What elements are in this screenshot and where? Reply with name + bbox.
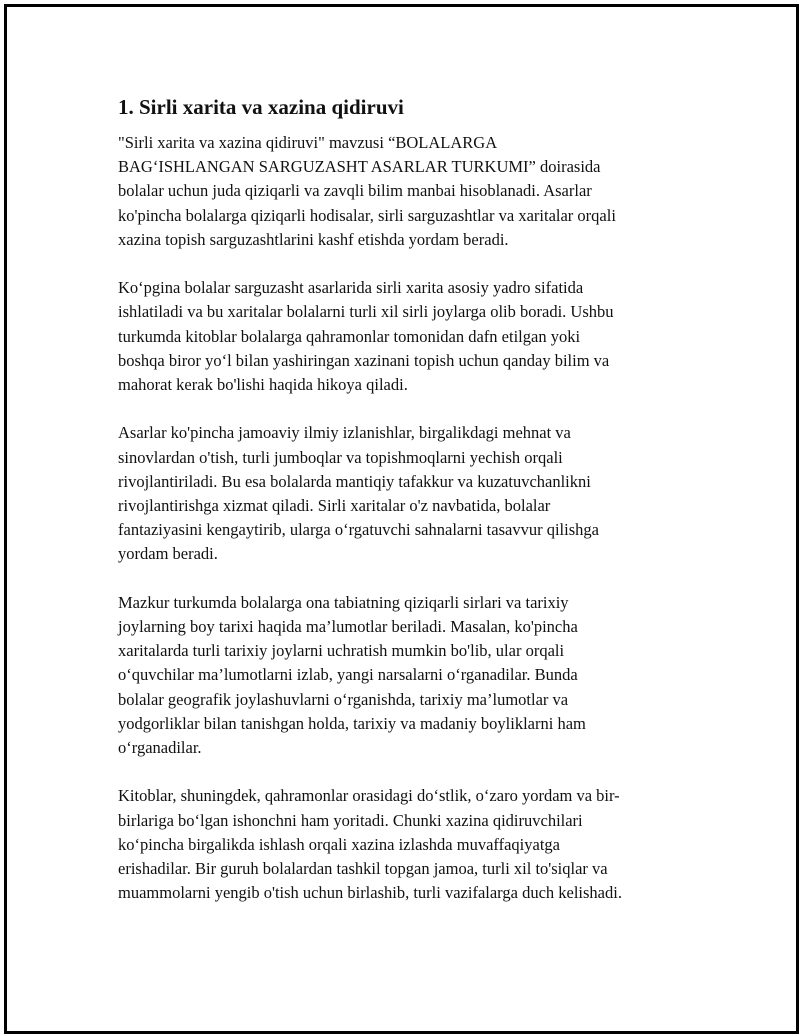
- section-heading: 1. Sirli xarita va xazina qidiruvi: [118, 95, 404, 119]
- text-line: yodgorliklar bilan tanishgan holda, tarixiy va madaniy boyliklarni ham: [118, 713, 586, 733]
- text-line: "Sirli xarita va xazina qidiruvi" mavzusi “BOLALARGA: [118, 133, 498, 152]
- text-line: turkumda kitoblar bolalarga qahramonlar tomonidan dafn etilgan yoki: [118, 326, 581, 346]
- paragraph: [118, 591, 688, 760]
- text-line: Kitoblar, shuningdek, qahramonlar orasidagi do‘stlik, o‘zaro yordam va bir-: [118, 786, 620, 806]
- text-line: mahorat kerak bo'lishi haqida hikoya qiladi.: [118, 375, 408, 395]
- paragraph-list: [118, 131, 688, 905]
- text-line: Mazkur turkumda bolalarga ona tabiatning qiziqarli sirlari va tarixiy: [118, 592, 569, 612]
- text-line: bolalar geografik joylashuvlarni o‘rganishda, tarixiy ma’lumotlar va: [118, 689, 569, 709]
- text-line: ko'pincha bolalarga qiziqarli hodisalar, sirli sarguzashtlar va xaritalar orqali: [118, 205, 616, 225]
- text-line: rivojlantirishga xizmat qiladi. Sirli xaritalar o'z navbatida, bolalar: [118, 496, 551, 516]
- text-line: joylarning boy tarixi haqida ma’lumotlar beriladi. Masalan, ko'pincha: [118, 617, 578, 637]
- text-line: rivojlantiriladi. Bu esa bolalarda mantiqiy tafakkur va kuzatuvchanlikni: [118, 471, 591, 491]
- text-line: boshqa biror yo‘l bilan yashiringan xazinani topish uchun qanday bilim va: [118, 350, 610, 370]
- text-line: bolalar uchun juda qiziqarli va zavqli bilim manbai hisoblanadi. Asarlar: [118, 181, 592, 201]
- paragraph: [118, 131, 688, 252]
- text-line: ko‘pincha birgalikda ishlash orqali xazina izlashda muvaffaqiyatga: [118, 834, 560, 854]
- paragraph: [118, 421, 688, 566]
- text-line: muammolarni yengib o'tish uchun birlashib, turli vazifalarga duch kelishadi.: [118, 883, 622, 903]
- text-line: birlariga bo‘lgan ishonchni ham yoritadi. Chunki xazina qidiruvchilari: [118, 810, 583, 830]
- text-line: erishadilar. Bir guruh bolalardan tashkil topgan jamoa, turli xil to'siqlar va: [118, 859, 608, 879]
- text-line: Ko‘pgina bolalar sarguzasht asarlarida sirli xarita asosiy yadro sifatida: [118, 278, 584, 298]
- paragraph: [118, 276, 688, 397]
- paragraph: [118, 784, 688, 905]
- text-line: xaritalarda turli tarixiy joylarni uchratish mumkin bo'lib, ular orqali: [118, 641, 565, 661]
- text-line: o‘quvchilar ma’lumotlarni izlab, yangi narsalarni o‘rganadilar. Bunda: [118, 665, 578, 685]
- text-line: yordam beradi.: [118, 544, 218, 564]
- text-line: o‘rganadilar.: [118, 738, 202, 758]
- text-line: BAG‘ISHLANGAN SARGUZASHT ASARLAR TURKUMI” doirasida: [118, 157, 601, 177]
- text-line: sinovlardan o'tish, turli jumboqlar va topishmoqlarni yechish orqali: [118, 447, 563, 467]
- text-line: ishlatiladi va bu xaritalar bolalarni turli xil sirli joylarga olib boradi. Ushbu: [118, 302, 614, 322]
- text-line: xazina topish sarguzashtlarini kashf etishda yordam beradi.: [118, 229, 509, 249]
- document-body: [118, 95, 688, 930]
- text-line: Asarlar ko'pincha jamoaviy ilmiy izlanishlar, birgalikdagi mehnat va: [118, 423, 571, 443]
- text-line: fantaziyasini kengaytirib, ularga o‘rgatuvchi sahnalarni tasavvur qilishga: [118, 520, 599, 540]
